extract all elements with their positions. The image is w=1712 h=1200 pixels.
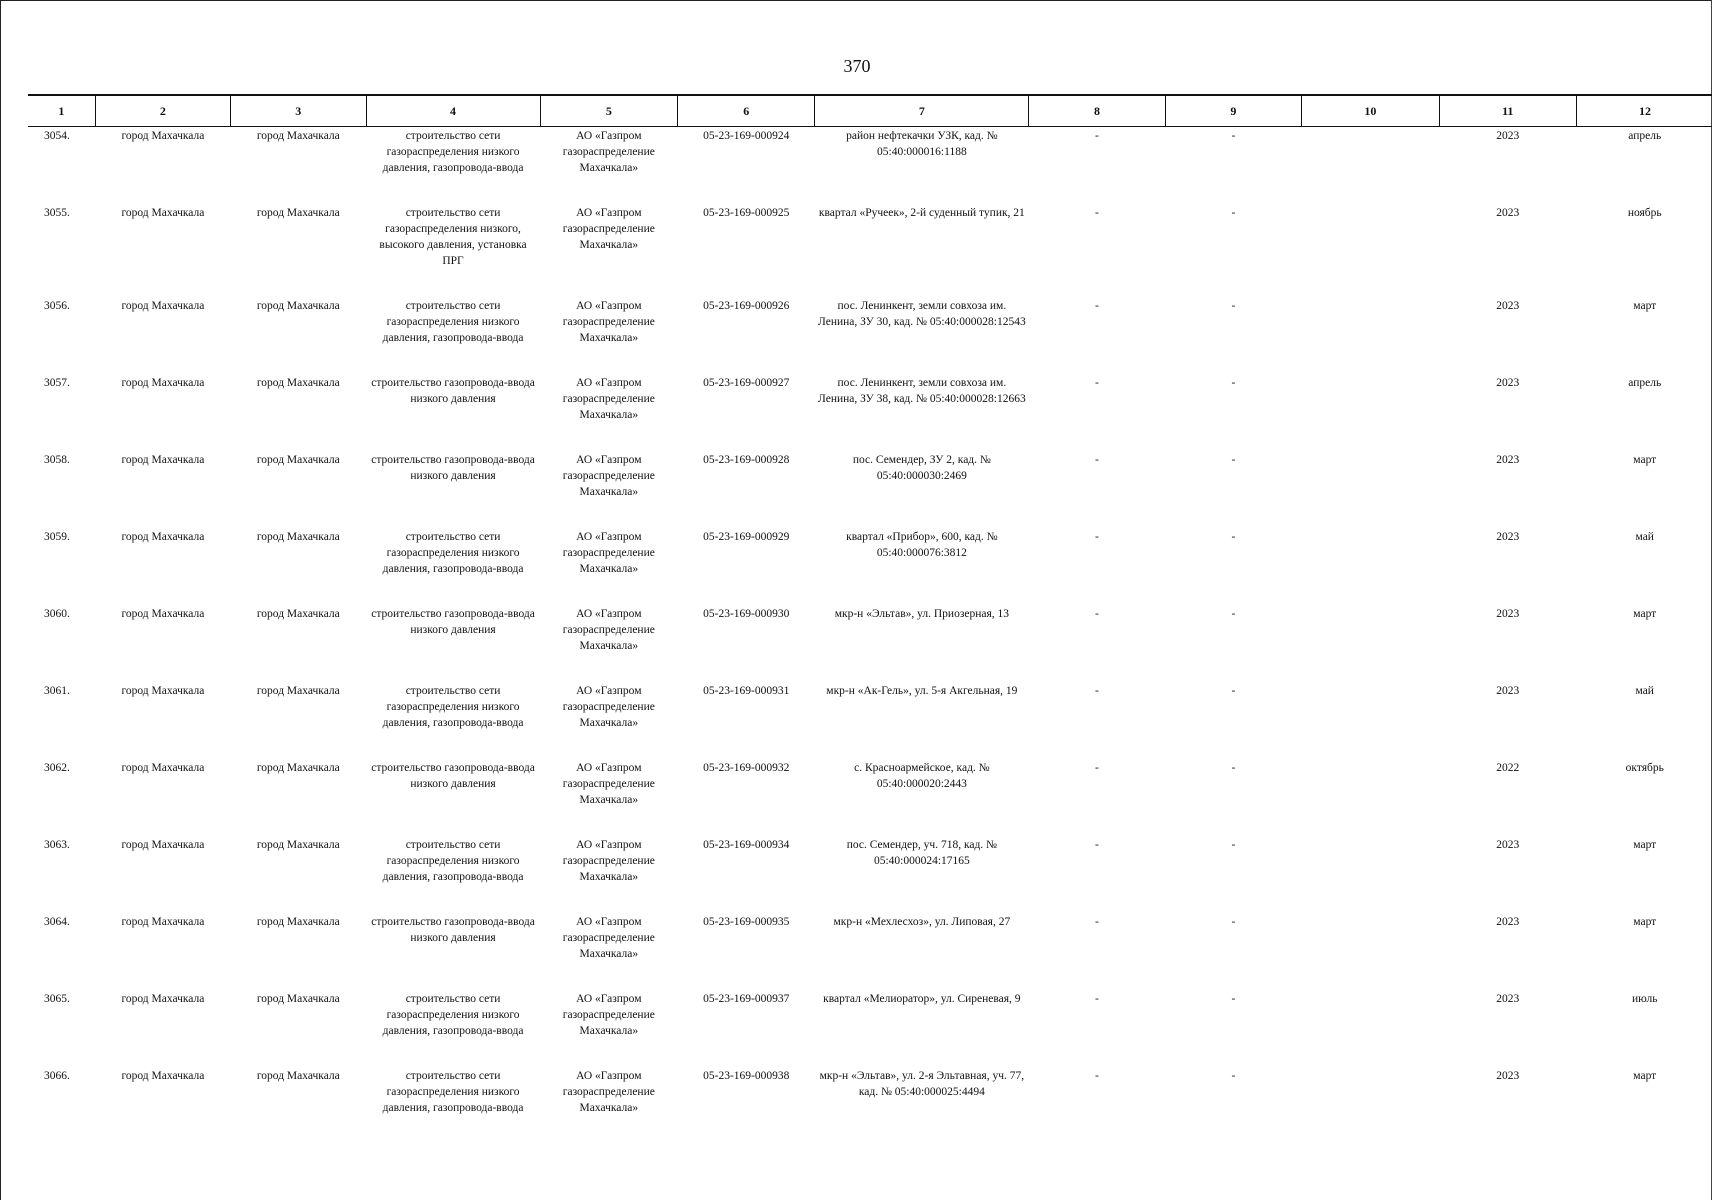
column-9-cell: - — [1231, 839, 1236, 851]
settlement-cell: город Махачкала — [256, 531, 340, 543]
settlement-cell: город Махачкала — [256, 1070, 340, 1082]
municipality-cell: город Махачкала — [121, 454, 205, 466]
address-cell: мкр-н «Эльтав», ул. Приозерная, 13 — [834, 608, 1010, 620]
organization-cell: АО «Газпром газораспределение Махачкала» — [562, 207, 655, 251]
work-cell: строительство газопровода-ввода низкого давления — [371, 377, 535, 405]
settlement-cell: город Махачкала — [256, 207, 340, 219]
month-cell: март — [1633, 608, 1657, 620]
organization-cell: АО «Газпром газораспределение Махачкала» — [562, 685, 655, 729]
month-cell: май — [1635, 531, 1654, 543]
municipality-cell: город Махачкала — [121, 130, 205, 142]
work-cell: строительство газопровода-ввода низкого давления — [371, 454, 535, 482]
year-cell: 2023 — [1496, 377, 1520, 389]
organization-cell: АО «Газпром газораспределение Махачкала» — [562, 377, 655, 421]
row-number: 3060. — [44, 608, 70, 620]
municipality-cell: город Махачкала — [121, 377, 205, 389]
column-header: 10 — [1302, 95, 1439, 127]
column-9-cell: - — [1231, 993, 1236, 1005]
column-header: 5 — [540, 95, 677, 127]
row-number: 3054. — [44, 130, 70, 142]
year-cell: 2023 — [1496, 300, 1520, 312]
month-cell: ноябрь — [1627, 207, 1662, 219]
column-10-cell — [1302, 990, 1439, 1067]
year-cell: 2023 — [1496, 839, 1520, 851]
municipality-cell: город Махачкала — [121, 762, 205, 774]
code-cell: 05-23-169-000934 — [703, 839, 790, 851]
table-row — [28, 836, 1712, 913]
column-8-cell: - — [1095, 454, 1099, 466]
column-8-cell: - — [1095, 762, 1099, 774]
address-cell: мкр-н «Ак-Гель», ул. 5-я Акгельная, 19 — [826, 685, 1018, 697]
code-cell: 05-23-169-000929 — [703, 531, 790, 543]
work-cell: строительство газопровода-ввода низкого давления — [371, 762, 535, 790]
address-cell: квартал «Прибор», 600, кад. № 05:40:000076:3812 — [846, 531, 998, 559]
settlement-cell: город Махачкала — [256, 916, 340, 928]
work-cell: строительство газопровода-ввода низкого давления — [371, 916, 535, 944]
column-header: 11 — [1439, 95, 1576, 127]
column-9-cell: - — [1231, 762, 1236, 774]
organization-cell: АО «Газпром газораспределение Махачкала» — [562, 993, 655, 1037]
municipality-cell: город Махачкала — [121, 916, 205, 928]
row-number: 3064. — [44, 916, 70, 928]
column-9-cell: - — [1231, 300, 1236, 312]
address-cell: пос. Ленинкент, земли совхоза им. Ленина, ЗУ 38, кад. № 05:40:000028:12663 — [818, 377, 1026, 405]
month-cell: март — [1633, 916, 1657, 928]
column-header: 4 — [366, 95, 540, 127]
row-number: 3056. — [44, 300, 70, 312]
month-cell: март — [1633, 1070, 1657, 1082]
code-cell: 05-23-169-000931 — [703, 685, 790, 697]
column-header: 7 — [815, 95, 1029, 127]
row-number: 3066. — [44, 1070, 70, 1082]
organization-cell: АО «Газпром газораспределение Махачкала» — [562, 839, 655, 883]
year-cell: 2023 — [1496, 1070, 1520, 1082]
column-10-cell — [1302, 682, 1439, 759]
code-cell: 05-23-169-000930 — [703, 608, 790, 620]
column-8-cell: - — [1095, 685, 1099, 697]
column-8-cell: - — [1095, 993, 1099, 1005]
column-9-cell: - — [1231, 685, 1236, 697]
settlement-cell: город Махачкала — [256, 993, 340, 1005]
column-9-cell: - — [1231, 916, 1236, 928]
municipality-cell: город Махачкала — [121, 608, 205, 620]
organization-cell: АО «Газпром газораспределение Махачкала» — [562, 531, 655, 575]
column-header: 12 — [1576, 95, 1712, 127]
address-cell: квартал «Ручеек», 2-й суденный тупик, 21 — [818, 207, 1025, 219]
address-cell: мкр-н «Мехлесхоз», ул. Липовая, 27 — [833, 916, 1011, 928]
gasification-table — [28, 94, 1712, 1144]
municipality-cell: город Махачкала — [121, 839, 205, 851]
code-cell: 05-23-169-000937 — [703, 993, 790, 1005]
table-body — [28, 127, 1712, 1145]
organization-cell: АО «Газпром газораспределение Махачкала» — [562, 1070, 655, 1114]
month-cell: октябрь — [1625, 762, 1664, 774]
month-cell: июль — [1632, 993, 1658, 1005]
settlement-cell: город Махачкала — [256, 454, 340, 466]
column-9-cell: - — [1231, 130, 1236, 142]
year-cell: 2022 — [1496, 762, 1520, 774]
organization-cell: АО «Газпром газораспределение Махачкала» — [562, 130, 655, 174]
month-cell: март — [1633, 839, 1657, 851]
table-row — [28, 1067, 1712, 1144]
row-number: 3065. — [44, 993, 70, 1005]
table-row — [28, 605, 1712, 682]
municipality-cell: город Махачкала — [121, 531, 205, 543]
settlement-cell: город Махачкала — [256, 762, 340, 774]
work-cell: строительство сети газораспределения низкого давления, газопровода-ввода — [382, 839, 524, 883]
column-header: 2 — [95, 95, 230, 127]
work-cell: строительство сети газораспределения низкого давления, газопровода-ввода — [382, 130, 524, 174]
work-cell: строительство сети газораспределения низкого давления, газопровода-ввода — [382, 300, 524, 344]
column-9-cell: - — [1231, 531, 1236, 543]
year-cell: 2023 — [1496, 608, 1520, 620]
column-10-cell — [1302, 528, 1439, 605]
code-cell: 05-23-169-000926 — [703, 300, 790, 312]
municipality-cell: город Махачкала — [121, 1070, 205, 1082]
column-8-cell: - — [1095, 1070, 1099, 1082]
column-10-cell — [1302, 204, 1439, 297]
table-row — [28, 913, 1712, 990]
code-cell: 05-23-169-000928 — [703, 454, 790, 466]
address-cell: пос. Семендер, уч. 718, кад. № 05:40:000024:17165 — [846, 839, 998, 867]
settlement-cell: город Махачкала — [256, 377, 340, 389]
code-cell: 05-23-169-000935 — [703, 916, 790, 928]
code-cell: 05-23-169-000932 — [703, 762, 790, 774]
column-10-cell — [1302, 451, 1439, 528]
work-cell: строительство газопровода-ввода низкого давления — [371, 608, 535, 636]
row-number: 3059. — [44, 531, 70, 543]
municipality-cell: город Махачкала — [121, 207, 205, 219]
column-8-cell: - — [1095, 839, 1099, 851]
settlement-cell: город Махачкала — [256, 130, 340, 142]
year-cell: 2023 — [1496, 685, 1520, 697]
organization-cell: АО «Газпром газораспределение Махачкала» — [562, 916, 655, 960]
settlement-cell: город Махачкала — [256, 300, 340, 312]
year-cell: 2023 — [1496, 993, 1520, 1005]
column-10-cell — [1302, 127, 1439, 205]
page-number: 370 — [843, 56, 871, 76]
column-header: 6 — [678, 95, 815, 127]
address-cell: район нефтекачки УЗК, кад. № 05:40:000016:1188 — [846, 130, 998, 158]
header-row — [28, 95, 1712, 127]
organization-cell: АО «Газпром газораспределение Махачкала» — [562, 762, 655, 806]
column-9-cell: - — [1231, 608, 1236, 620]
table-row — [28, 127, 1712, 205]
address-cell: мкр-н «Эльтав», ул. 2-я Эльтавная, уч. 77, кад. № 05:40:000025:4494 — [819, 1070, 1025, 1098]
column-header: 8 — [1029, 95, 1165, 127]
column-8-cell: - — [1095, 916, 1099, 928]
address-cell: пос. Ленинкент, земли совхоза им. Ленина, ЗУ 30, кад. № 05:40:000028:12543 — [818, 300, 1026, 328]
settlement-cell: город Махачкала — [256, 608, 340, 620]
year-cell: 2023 — [1496, 130, 1520, 142]
municipality-cell: город Махачкала — [121, 300, 205, 312]
work-cell: строительство сети газораспределения низкого давления, газопровода-ввода — [382, 993, 524, 1037]
table-row — [28, 451, 1712, 528]
organization-cell: АО «Газпром газораспределение Махачкала» — [562, 608, 655, 652]
column-9-cell: - — [1231, 1070, 1236, 1082]
year-cell: 2023 — [1496, 531, 1520, 543]
row-number: 3057. — [44, 377, 70, 389]
column-10-cell — [1302, 297, 1439, 374]
column-8-cell: - — [1095, 300, 1099, 312]
work-cell: строительство сети газораспределения низкого давления, газопровода-ввода — [382, 685, 524, 729]
column-10-cell — [1302, 836, 1439, 913]
table-row — [28, 682, 1712, 759]
column-9-cell: - — [1231, 377, 1236, 389]
work-cell: строительство сети газораспределения низкого давления, газопровода-ввода — [382, 531, 524, 575]
municipality-cell: город Махачкала — [121, 993, 205, 1005]
column-header: 3 — [231, 95, 366, 127]
code-cell: 05-23-169-000927 — [703, 377, 790, 389]
table-row — [28, 990, 1712, 1067]
column-10-cell — [1302, 605, 1439, 682]
work-cell: строительство сети газораспределения низкого, высокого давления, установка ПРГ — [379, 207, 527, 267]
code-cell: 05-23-169-000925 — [703, 207, 790, 219]
year-cell: 2023 — [1496, 454, 1520, 466]
column-9-cell: - — [1231, 454, 1236, 466]
organization-cell: АО «Газпром газораспределение Махачкала» — [562, 454, 655, 498]
code-cell: 05-23-169-000938 — [703, 1070, 790, 1082]
month-cell: апрель — [1628, 377, 1662, 389]
address-cell: пос. Семендер, ЗУ 2, кад. № 05:40:000030:2469 — [852, 454, 991, 482]
table-row — [28, 528, 1712, 605]
column-8-cell: - — [1095, 130, 1099, 142]
column-8-cell: - — [1095, 377, 1099, 389]
address-cell: с. Красноармейское, кад. № 05:40:000020:2443 — [854, 762, 990, 790]
year-cell: 2023 — [1496, 916, 1520, 928]
year-cell: 2023 — [1496, 207, 1520, 219]
settlement-cell: город Махачкала — [256, 839, 340, 851]
organization-cell: АО «Газпром газораспределение Махачкала» — [562, 300, 655, 344]
table-row — [28, 204, 1712, 297]
settlement-cell: город Махачкала — [256, 685, 340, 697]
column-9-cell: - — [1231, 207, 1236, 219]
column-8-cell: - — [1095, 531, 1099, 543]
column-10-cell — [1302, 374, 1439, 451]
work-cell: строительство сети газораспределения низкого давления, газопровода-ввода — [382, 1070, 524, 1114]
column-header: 1 — [28, 95, 95, 127]
month-cell: март — [1633, 454, 1657, 466]
column-10-cell — [1302, 913, 1439, 990]
month-cell: май — [1635, 685, 1654, 697]
table-row — [28, 759, 1712, 836]
column-header: 9 — [1165, 95, 1301, 127]
row-number: 3062. — [44, 762, 70, 774]
column-8-cell: - — [1095, 608, 1099, 620]
row-number: 3061. — [44, 685, 70, 697]
row-number: 3055. — [44, 207, 70, 219]
row-number: 3063. — [44, 839, 70, 851]
month-cell: март — [1633, 300, 1657, 312]
address-cell: квартал «Мелиоратор», ул. Сиреневая, 9 — [823, 993, 1021, 1005]
municipality-cell: город Махачкала — [121, 685, 205, 697]
month-cell: апрель — [1628, 130, 1662, 142]
column-10-cell — [1302, 759, 1439, 836]
table-row — [28, 374, 1712, 451]
column-10-cell — [1302, 1067, 1439, 1144]
column-8-cell: - — [1095, 207, 1099, 219]
code-cell: 05-23-169-000924 — [703, 130, 790, 142]
row-number: 3058. — [44, 454, 70, 466]
table-row — [28, 297, 1712, 374]
